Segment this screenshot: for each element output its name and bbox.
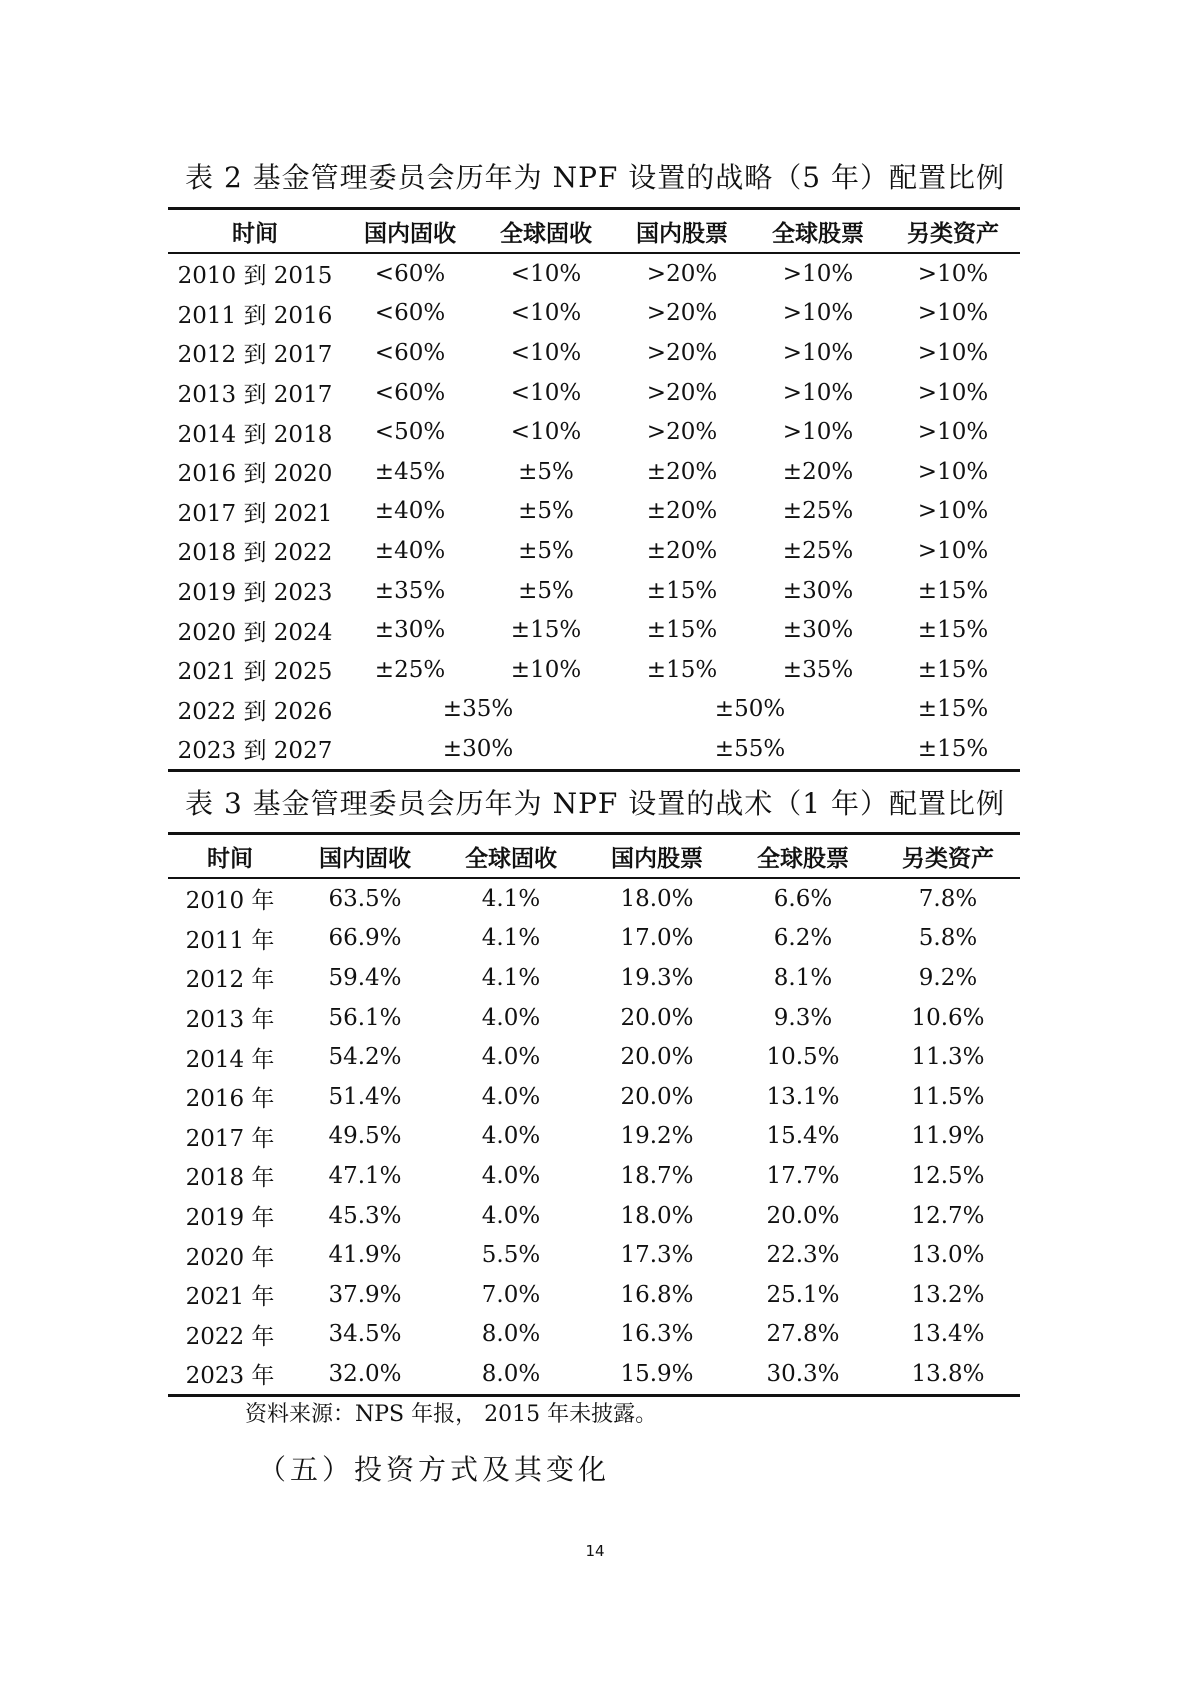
table3-header-cell: 国内股票 [611,845,703,872]
section-heading: （五）投资方式及其变化 [258,1453,611,1486]
table-cell: 7.0% [481,1281,541,1308]
table-cell: >10% [917,537,989,564]
table-row [168,958,1020,998]
table-cell: 16.8% [620,1281,694,1308]
table-cell: <10% [510,300,582,327]
table-cell: 41.9% [328,1242,402,1269]
table2-header-row [168,209,1020,254]
table-cell: >10% [782,379,854,406]
table-cell: ±50% [714,696,786,723]
table-cell: <50% [374,419,446,446]
table-cell: 6.6% [773,885,833,912]
table-cell: 13.1% [766,1083,840,1110]
table-row [168,571,1020,611]
table-cell: 8.1% [773,964,833,991]
table-cell: 37.9% [328,1281,402,1308]
table-row [168,294,1020,334]
table-row [168,1235,1020,1275]
table-cell: <60% [374,260,446,287]
table-cell: 4.0% [481,1004,541,1031]
table-cell: 18.0% [620,885,694,912]
page-number: 14 [585,1542,605,1560]
table-cell: 5.5% [481,1242,541,1269]
table-cell: ±5% [518,458,574,485]
table-cell: ±15% [917,617,989,644]
table-cell: 13.4% [911,1321,985,1348]
table-cell: ±30% [374,617,446,644]
table-cell: 2022 年 [185,1323,275,1350]
table3-header-cell: 另类资产 [902,845,994,872]
table-cell: 20.0% [766,1202,840,1229]
table-row [168,1117,1020,1157]
table-cell: 2011 到 2016 [177,302,333,329]
table-cell: <60% [374,339,446,366]
table-cell: >10% [782,339,854,366]
table-cell: 4.0% [481,1044,541,1071]
table-cell: 63.5% [328,885,402,912]
table-row [168,333,1020,373]
table-cell: 8.0% [481,1321,541,1348]
table-cell: 2016 年 [185,1086,275,1113]
table3-header-cell: 全球固收 [465,845,557,872]
table-cell: 2020 年 [185,1244,275,1271]
table-cell: 11.5% [911,1083,985,1110]
table-row [168,650,1020,690]
table-cell: >10% [917,260,989,287]
table-cell: 54.2% [328,1044,402,1071]
table-cell: ±15% [917,696,989,723]
table-cell: 17.0% [620,925,694,952]
table-cell: >10% [917,339,989,366]
table2-header-cell: 国内固收 [364,220,456,247]
table-cell: 2019 到 2023 [177,580,333,607]
table-cell: >20% [646,260,718,287]
table-cell: ±40% [374,537,446,564]
table-cell: 20.0% [620,1083,694,1110]
table-cell: 19.2% [620,1123,694,1150]
table-cell: 4.1% [481,885,541,912]
table-cell: ±30% [442,735,514,762]
table-cell: 17.3% [620,1242,694,1269]
table2-header-cell: 另类资产 [907,220,999,247]
table-cell: 2014 年 [185,1046,275,1073]
table-cell: 2023 到 2027 [177,738,333,765]
table-cell: 47.1% [328,1162,402,1189]
table-cell: ±35% [374,577,446,604]
table-cell: ±25% [782,537,854,564]
table-cell: 4.0% [481,1083,541,1110]
table-cell: 13.2% [911,1281,985,1308]
table-cell: 49.5% [328,1123,402,1150]
table-cell: 2023 年 [185,1363,275,1390]
table-cell: 32.0% [328,1360,402,1387]
table-cell: 2017 年 [185,1125,275,1152]
table3 [168,832,1020,1397]
table3-header-row [168,834,1020,879]
table-cell: ±15% [646,656,718,683]
table3-caption: 表 3 基金管理委员会历年为 NPF 设置的战术（1 年）配置比例 [185,787,1005,820]
table-cell: 12.7% [911,1202,985,1229]
table-cell: 13.0% [911,1242,985,1269]
table2-header-cell: 全球固收 [500,220,592,247]
table-cell: >20% [646,300,718,327]
table-cell: >10% [782,260,854,287]
table-row [168,531,1020,571]
table-cell: 2010 年 [185,888,275,915]
table-cell: ±10% [510,656,582,683]
table-row [168,253,1020,294]
table-cell: ±15% [917,656,989,683]
table2-header-cell: 国内股票 [636,220,728,247]
table-cell: 17.7% [766,1162,840,1189]
table-cell: 34.5% [328,1321,402,1348]
table-cell: 5.8% [918,925,978,952]
table-cell: 4.1% [481,964,541,991]
table2-header-cell: 全球股票 [772,220,864,247]
table-cell: 56.1% [328,1004,402,1031]
table-cell: 2019 年 [185,1205,275,1232]
table-cell: 4.1% [481,925,541,952]
table-row [168,729,1020,770]
table-cell: ±5% [518,577,574,604]
table-cell: ±20% [646,537,718,564]
table3-header-cell: 时间 [207,845,253,872]
table-cell: 2013 到 2017 [177,382,333,409]
table-row [168,1196,1020,1236]
table-cell: <60% [374,379,446,406]
table-row [168,1354,1020,1395]
table-cell: 9.3% [773,1004,833,1031]
table-row [168,690,1020,730]
table-cell: 22.3% [766,1242,840,1269]
table-cell: 15.9% [620,1360,694,1387]
table2-caption: 表 2 基金管理委员会历年为 NPF 设置的战略（5 年）配置比例 [185,161,1005,194]
table-cell: 2018 到 2022 [177,540,333,567]
table-cell: 10.6% [911,1004,985,1031]
table-row [168,878,1020,919]
table-cell: >20% [646,339,718,366]
table-cell: 13.8% [911,1360,985,1387]
table-cell: 45.3% [328,1202,402,1229]
table-cell: 18.0% [620,1202,694,1229]
table-cell: 20.0% [620,1044,694,1071]
table-cell: 2012 年 [185,967,275,994]
table-cell: ±5% [518,537,574,564]
table-cell: 12.5% [911,1162,985,1189]
table-cell: 15.4% [766,1123,840,1150]
table-cell: 59.4% [328,964,402,991]
table-cell: 11.3% [911,1044,985,1071]
table-cell: 2014 到 2018 [177,421,333,448]
table2-header-cell: 时间 [232,220,278,247]
table-row [168,492,1020,532]
table-cell: 2021 年 [185,1284,275,1311]
table-row [168,919,1020,959]
table-cell: 2011 年 [185,927,275,954]
table-cell: <60% [374,300,446,327]
table-cell: ±20% [646,498,718,525]
table-cell: 66.9% [328,925,402,952]
table-cell: ±25% [374,656,446,683]
source-note: 资料来源：NPS 年报， 2015 年未披露。 [245,1402,658,1427]
table-cell: <10% [510,419,582,446]
table-cell: >20% [646,419,718,446]
table-cell: ±55% [714,735,786,762]
table-cell: 9.2% [918,964,978,991]
table-cell: ±20% [646,458,718,485]
table-cell: 2012 到 2017 [177,342,333,369]
table2 [168,207,1020,772]
table-cell: ±15% [917,735,989,762]
table-cell: 2017 到 2021 [177,500,333,527]
table-row [168,1275,1020,1315]
table-cell: ±35% [782,656,854,683]
table-cell: ±30% [782,577,854,604]
table-cell: ±15% [646,577,718,604]
table-cell: 2013 年 [185,1007,275,1034]
table-cell: ±20% [782,458,854,485]
table-cell: 30.3% [766,1360,840,1387]
table-cell: 7.8% [918,885,978,912]
table-cell: >10% [917,498,989,525]
table-row [168,998,1020,1038]
table-cell: 2016 到 2020 [177,461,333,488]
table-cell: ±5% [518,498,574,525]
table-row [168,1156,1020,1196]
table-row [168,452,1020,492]
table-cell: 2021 到 2025 [177,659,333,686]
table-cell: 20.0% [620,1004,694,1031]
table-cell: ±30% [782,617,854,644]
table-cell: 27.8% [766,1321,840,1348]
table-row [168,610,1020,650]
table3-header-cell: 国内固收 [319,845,411,872]
table3-header-cell: 全球股票 [757,845,849,872]
table-cell: <10% [510,339,582,366]
table-cell: 4.0% [481,1162,541,1189]
table-cell: 2018 年 [185,1165,275,1192]
table-cell: 19.3% [620,964,694,991]
table-cell: 25.1% [766,1281,840,1308]
table-cell: >10% [917,379,989,406]
table-cell: >10% [917,458,989,485]
table-cell: >10% [917,419,989,446]
table-cell: ±25% [782,498,854,525]
table-row [168,373,1020,413]
table-cell: 4.0% [481,1202,541,1229]
table-cell: 51.4% [328,1083,402,1110]
table-cell: >10% [917,300,989,327]
table-cell: <10% [510,260,582,287]
table-cell: >10% [782,419,854,446]
table-row [168,1037,1020,1077]
table-cell: <10% [510,379,582,406]
table-cell: >20% [646,379,718,406]
table-cell: 4.0% [481,1123,541,1150]
table-cell: 2010 到 2015 [177,263,333,290]
table-row [168,412,1020,452]
table-cell: 6.2% [773,925,833,952]
table-cell: 2022 到 2026 [177,698,333,725]
table-cell: ±45% [374,458,446,485]
table-cell: ±15% [917,577,989,604]
table-cell: ±35% [442,696,514,723]
table-cell: ±15% [510,617,582,644]
table-row [168,1315,1020,1355]
table-row [168,1077,1020,1117]
table-cell: 10.5% [766,1044,840,1071]
table-cell: ±40% [374,498,446,525]
table-cell: 16.3% [620,1321,694,1348]
table-cell: ±15% [646,617,718,644]
table-cell: 2020 到 2024 [177,619,333,646]
table-cell: 8.0% [481,1360,541,1387]
table-cell: 18.7% [620,1162,694,1189]
table-cell: 11.9% [911,1123,985,1150]
table-cell: >10% [782,300,854,327]
